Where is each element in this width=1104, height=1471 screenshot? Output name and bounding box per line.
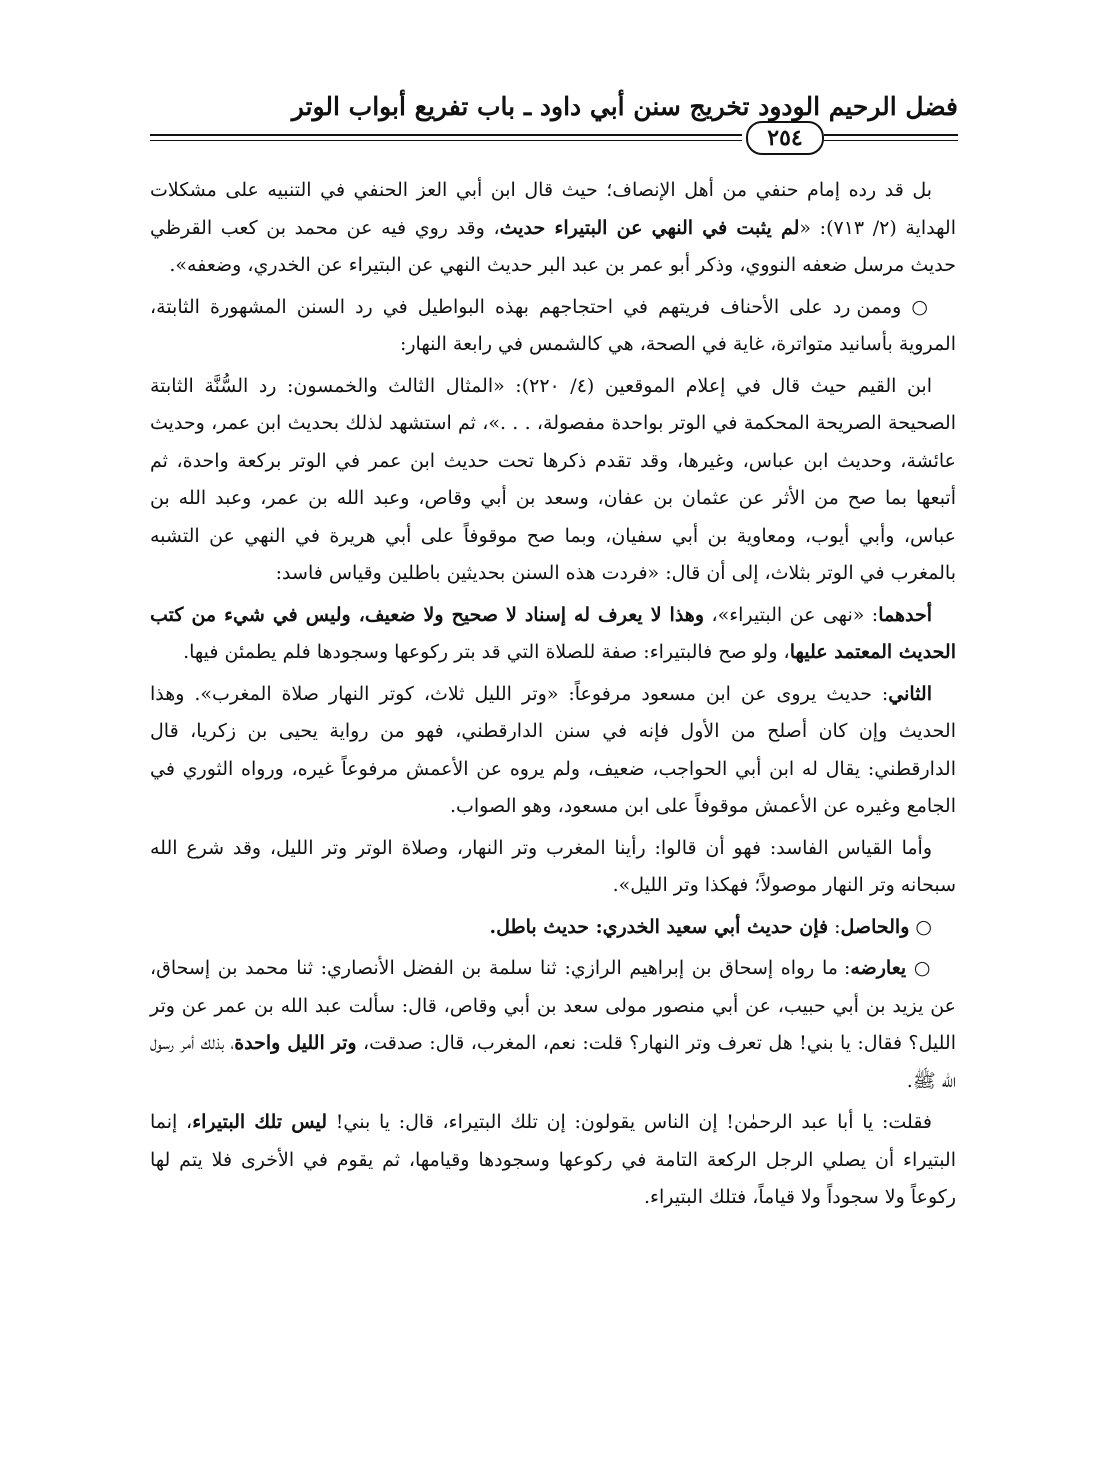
paragraph [150, 830, 956, 905]
paragraph [150, 289, 956, 364]
bold-text-segment: وتر الليل واحدة [234, 1032, 357, 1054]
paragraph [150, 368, 956, 593]
text-segment: وأما القياس الفاسد: فهو أن قالوا: رأينا المغرب وتر النهار، وصلاة الوتر وتر الليل، وقد شرع الله سبحانه وتر النهار موصولاً؛ فهكذا وتر الليل». [150, 836, 956, 896]
bullet-circle-icon: ○ [906, 957, 932, 979]
text-segment: ، بذلك أمر رسول الله ﷺ. [150, 1032, 956, 1092]
page-number-badge [746, 121, 824, 155]
paragraph [150, 950, 956, 1100]
bold-text-segment: يعارضه [850, 957, 907, 979]
bold-text-segment: لم يثبت في النهي عن البتيراء حديث [499, 216, 800, 239]
text-segment: فقلت: يا أبا عبد الرحمٰن! إن الناس يقولون: إن تلك البتيراء، قال: يا بني! [327, 1111, 933, 1133]
text-segment: وممن رد على الأحناف فريتهم في احتجاجهم بهذه البواطيل في رد السنن المشهورة الثابتة، المروية بأسانيد متواترة، غاية في الصحة، هي كالشمس في رابعة النهار: [150, 295, 956, 355]
text-segment: : ما رواه إسحاق بن إبراهيم الرازي: ثنا سلمة بن الفضل الأنصاري: ثنا محمد بن إسحاق، عن يزيد بن أبي حبيب، عن أبي منصور مولى سعد بن أبي وقاص، قال: سألت عبد الله بن عمر عن وتر الليل؟ فقال: يا بني! هل تعرف وتر النهار؟ قلت: نعم، المغرب، قال: صدقت، [150, 957, 956, 1054]
bold-text-segment: وهذا لا يعرف له إسناد لا صحيح ولا ضعيف، وليس في شيء من كتب الحديث المعتمد عليها [150, 603, 956, 663]
bold-text-segment: ليس تلك البتيراء [192, 1111, 328, 1133]
text-segment: ، وقد روي فيه عن محمد بن كعب القرظي حديث مرسل ضعفه النووي، وذكر أبو عمر بن عبد البر حديث النهي عن البتيراء عن الخدري، وضعفه». [150, 216, 956, 276]
text-segment: : حديث يروى عن ابن مسعود مرفوعاً: «وتر الليل ثلاث، كوتر النهار صلاة المغرب». وهذا الحديث وإن كان أصلح من الأول فإنه في سنن الدارقطني، فهو من رواية يحيى بن زكريا، قال الدارقطني: يقال له ابن أبي الحواجب، ضعيف، ولم يروه عن الأعمش مرفوعاً غيره، ورواه الثوري في الجامع وغيره عن الأعمش موقوفاً على ابن مسعود، وهو الصواب. [150, 682, 956, 817]
text-segment: : «نهى عن البتيراء»، [704, 603, 879, 626]
header-rule-left-bottom [150, 140, 742, 141]
text-segment: بل قد رده إمام حنفي من أهل الإنصاف؛ حيث قال ابن أبي العز الحنفي في التنبيه على مشكلات الهداية (٢/ ٧١٣): « [150, 179, 956, 239]
page-body [150, 172, 956, 1432]
bold-text-segment: أحدهما [878, 603, 932, 626]
bold-text-segment: الثاني [888, 682, 932, 705]
bold-text-segment: فإن حديث أبي سعيد الخدري: حديث باطل. [489, 915, 829, 938]
header-rule-right-top [824, 134, 958, 136]
page-header [150, 92, 958, 152]
header-rule-right-bottom [824, 140, 958, 141]
header-rule-left-top [150, 134, 742, 136]
text-segment: ابن القيم حيث قال في إعلام الموقعين (٤/ ٢٢٠): «المثال الثالث والخمسون: رد السُّنَّة الثابتة الصحيحة الصريحة المحكمة في الوتر بواحدة مفصولة، . . .»، ثم استشهد لذلك بحديث ابن عمر، وحديث عائشة، وحديث ابن عباس، وغيرها، وقد تقدم ذكرها تحت حديث ابن عمر في الوتر بركعة واحدة، ثم أتبعها بما صح من الأثر عن عثمان بن عفان، وسعد بن أبي وقاص، وعبد الله بن عمر، وعبد الله بن عباس، وأبي أيوب، ومعاوية بن أبي سفيان، وبما صح موقوفاً على أبي هريرة في النهي عن التشبه بالمغرب في الوتر بثلاث، إلى أن قال: «فردت هذه السنن بحديثين باطلين وقياس فاسد: [150, 374, 956, 584]
page-number: ٢٥٤ [767, 125, 803, 151]
running-header-title: فضل الرحيم الودود تخريج سنن أبي داود ـ باب تفريع أبواب الوتر [291, 92, 958, 121]
bold-text-segment: والحاصل [840, 915, 910, 938]
paragraph [150, 909, 956, 947]
paragraph [150, 1104, 956, 1217]
text-segment: ، ولو صح فالبتيراء: صفة للصلاة التي قد بتر ركوعها وسجودها فلم يطمئن فيها. [183, 641, 790, 663]
bullet-circle-icon: ○ [909, 915, 932, 938]
paragraph [150, 597, 956, 672]
text-segment: : [828, 915, 841, 938]
text-segment: ، إنما البتيراء أن يصلي الرجل الركعة التامة في ركوعها وسجودها وقيامها، ثم يقوم في الأخرى فلا يتم لها ركوعاً ولا سجوداً ولا قياماً، فتلك البتيراء. [150, 1111, 956, 1208]
paragraph [150, 172, 956, 285]
paragraph [150, 676, 956, 826]
bullet-circle-icon: ○ [901, 295, 932, 318]
